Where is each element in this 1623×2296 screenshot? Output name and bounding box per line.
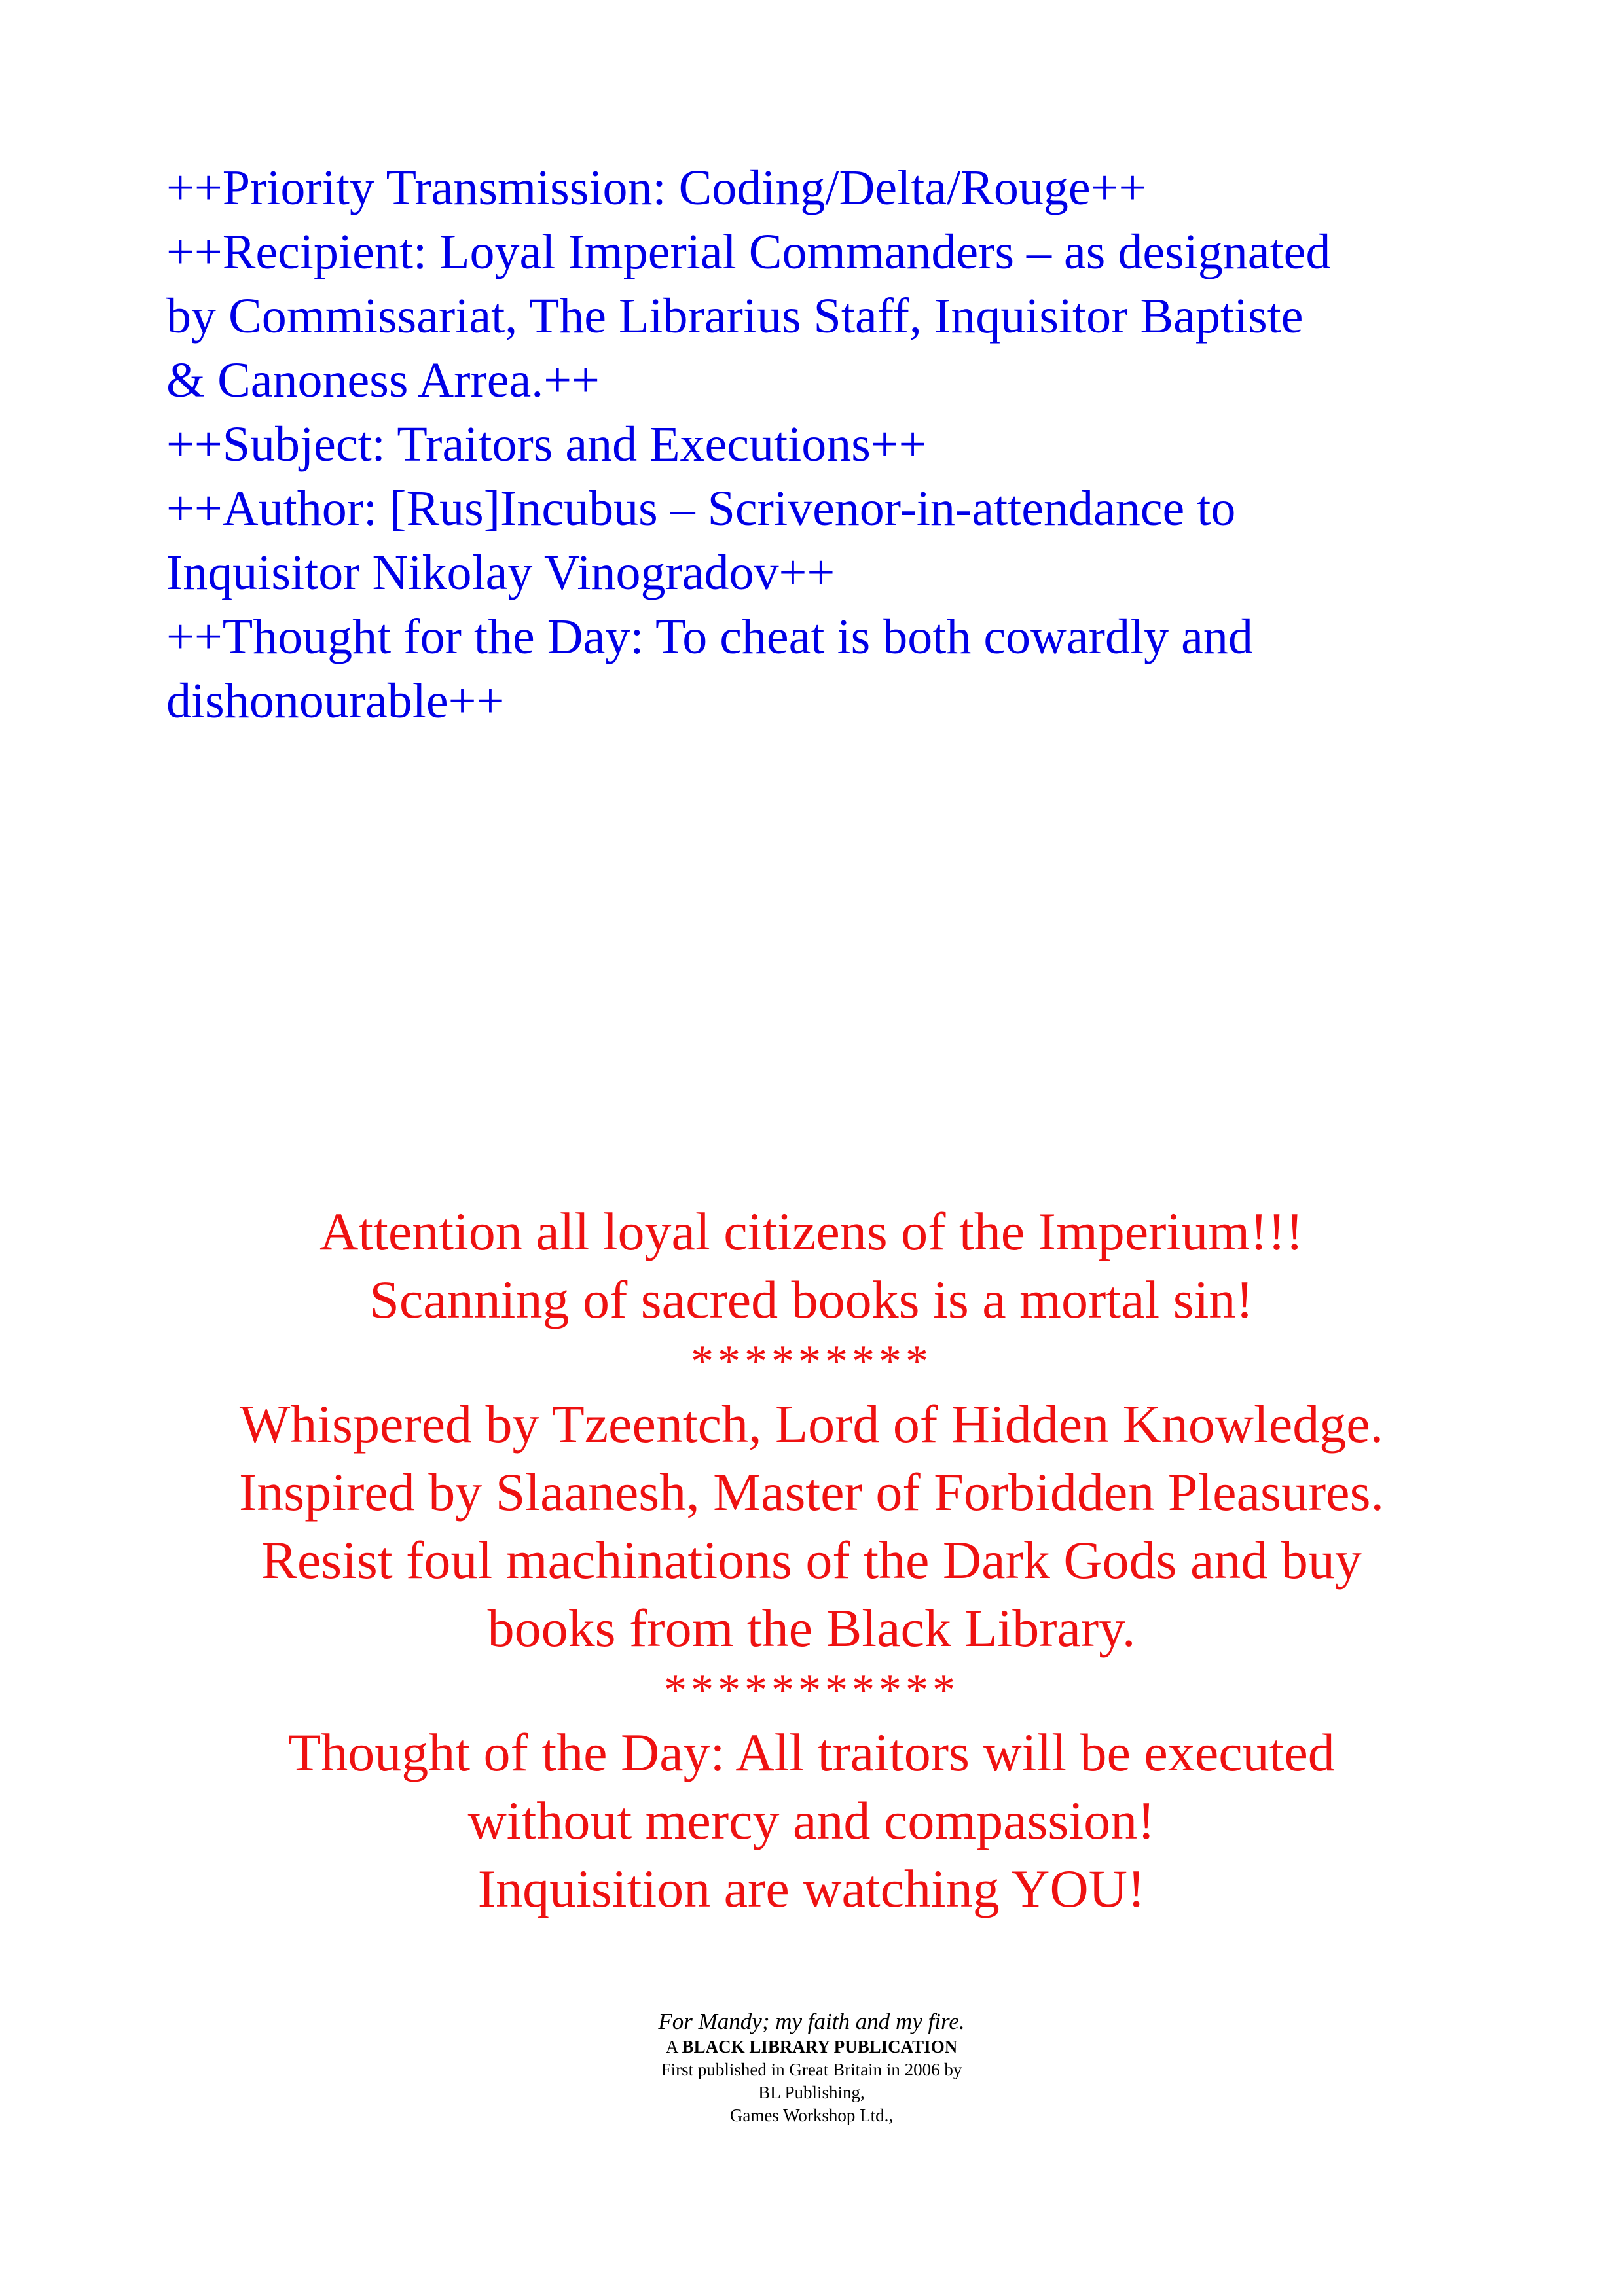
- notice-divider-stars-2: ***********: [664, 1665, 959, 1715]
- notice-resist: Resist foul machinations of the Dark Gods and buy: [261, 1530, 1362, 1590]
- transmission-line-recipient: ++Recipient: Loyal Imperial Commanders – as designated: [166, 224, 1331, 279]
- transmission-line-subject: ++Subject: Traitors and Executions++: [166, 417, 927, 472]
- notice-divider-stars: *********: [691, 1336, 932, 1387]
- transmission-line-author: ++Author: [Rus]Incubus – Scrivenor-in-attendance to: [166, 481, 1236, 536]
- published-line: First published in Great Britain in 2006 by: [661, 2060, 962, 2079]
- notice-attention: Attention all loyal citizens of the Imperium!!!: [319, 1202, 1304, 1261]
- notice-scanning-sin: Scanning of sacred books is a mortal sin!: [369, 1270, 1254, 1329]
- transmission-line-author-cont: Inquisitor Nikolay Vinogradov++: [166, 545, 835, 600]
- transmission-line-recipient-end: & Canoness Arrea.++: [166, 353, 600, 408]
- transmission-line-priority: ++Priority Transmission: Coding/Delta/Rouge++: [166, 160, 1147, 215]
- publication-credits: [0, 2008, 1623, 2127]
- notice-tzeentch: Whispered by Tzeentch, Lord of Hidden Knowledge.: [239, 1394, 1384, 1454]
- imperial-notice: [0, 1198, 1623, 1923]
- transmission-line-thought: ++Thought for the Day: To cheat is both cowardly and: [166, 609, 1253, 664]
- company-line: Games Workshop Ltd.,: [729, 2106, 894, 2125]
- publisher-line: BL Publishing,: [758, 2083, 865, 2102]
- transmission-header: [166, 156, 1508, 733]
- notice-mercy: without mercy and compassion!: [467, 1791, 1156, 1850]
- transmission-line-recipient-cont: by Commissariat, The Librarius Staff, Inquisitor Baptiste: [166, 289, 1304, 344]
- notice-slaanesh: Inspired by Slaanesh, Master of Forbidden Pleasures.: [239, 1462, 1384, 1522]
- publication-line: [0, 2036, 1623, 2058]
- publication-name: BLACK LIBRARY PUBLICATION: [682, 2037, 958, 2056]
- notice-watching: Inquisition are watching YOU!: [477, 1859, 1146, 1918]
- transmission-line-thought-cont: dishonourable++: [166, 673, 505, 728]
- notice-black-library: books from the Black Library.: [487, 1598, 1136, 1658]
- notice-thought: Thought of the Day: All traitors will be executed: [288, 1723, 1335, 1782]
- dedication: For Mandy; my faith and my fire.: [658, 2009, 965, 2034]
- publication-prefix: A: [665, 2037, 678, 2056]
